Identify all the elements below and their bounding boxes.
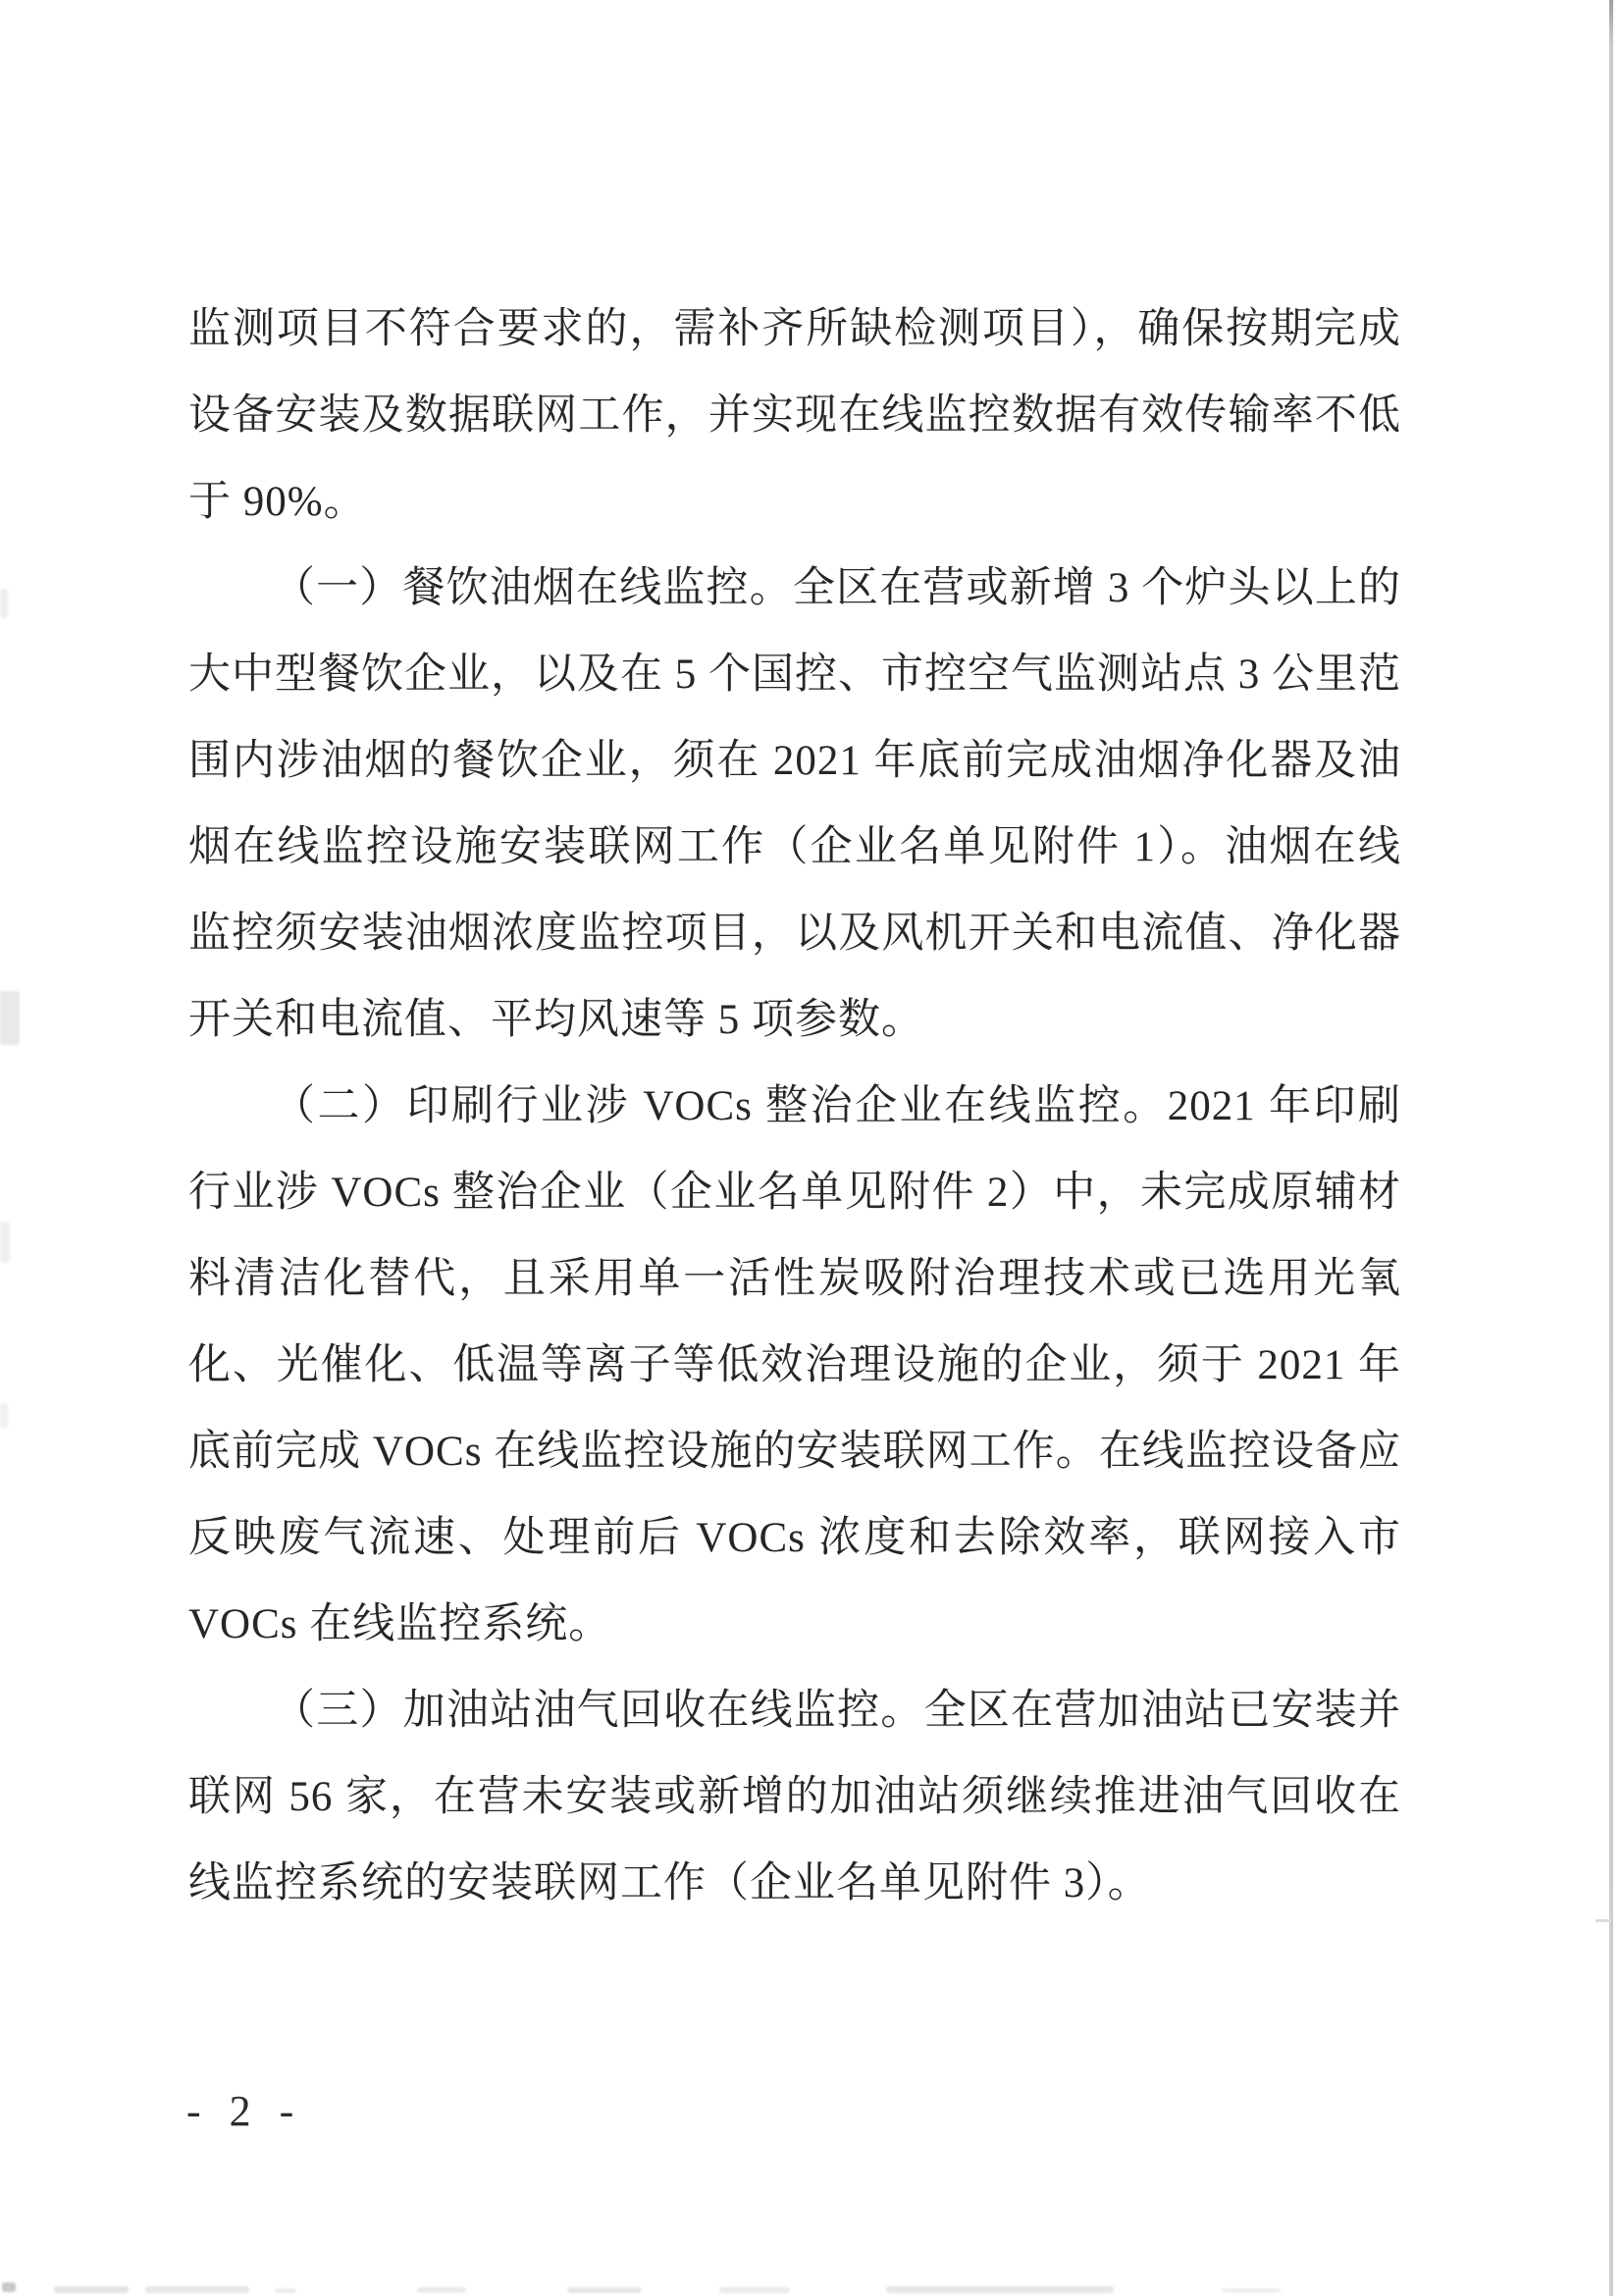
text-line: 围内涉油烟的餐饮企业，须在 2021 年底前完成油烟净化器及油 <box>188 738 1401 784</box>
paragraph <box>188 287 1401 546</box>
scan-smudge <box>719 2287 790 2293</box>
paragraph <box>188 1064 1401 1668</box>
scan-smudge <box>417 2287 466 2293</box>
text-line: 线监控系统的安装联网工作（企业名单见附件 3）。 <box>188 1860 1151 1906</box>
scan-smudge <box>0 1403 8 1429</box>
paragraph <box>188 546 1401 1064</box>
text-line: 烟在线监控设施安装联网工作（企业名单见附件 1）。油烟在线 <box>188 824 1401 870</box>
paragraph <box>188 1668 1401 1927</box>
text-line: 底前完成 VOCs 在线监控设施的安装联网工作。在线监控设备应 <box>188 1429 1401 1475</box>
scan-smudge <box>0 1222 10 1263</box>
scan-smudge <box>567 2287 642 2293</box>
scan-smudge <box>886 2286 1114 2293</box>
text-line: （二）印刷行业涉 VOCs 整治企业在线监控。2021 年印刷 <box>273 1083 1401 1129</box>
scan-smudge <box>145 2286 249 2293</box>
text-line: 大中型餐饮企业，以及在 5 个国控、市控空气监测站点 3 公里范 <box>188 652 1401 698</box>
text-line: 联网 56 家，在营未安装或新增的加油站须继续推进油气回收在 <box>188 1774 1401 1820</box>
text-line: 反映废气流速、处理前后 VOCs 浓度和去除效率，联网接入市 <box>188 1515 1401 1561</box>
text-line: （一）餐饮油烟在线监控。全区在营或新增 3 个炉头以上的 <box>273 565 1401 611</box>
text-line: 监测项目不符合要求的，需补齐所缺检测项目），确保按期完成 <box>188 306 1401 352</box>
text-line: 于 90%。 <box>188 479 367 525</box>
scan-smudge <box>275 2288 296 2293</box>
document-body <box>188 287 1401 1927</box>
text-line: （三）加油站油气回收在线监控。全区在营加油站已安装并 <box>273 1688 1401 1734</box>
scan-smudge <box>2 2282 16 2292</box>
text-line: 设备安装及数据联网工作，并实现在线监控数据有效传输率不低 <box>188 392 1401 439</box>
text-line: 开关和电流值、平均风速等 5 项参数。 <box>188 997 924 1043</box>
scan-tick-mark <box>1596 1919 1611 1922</box>
scan-smudge <box>54 2286 129 2293</box>
text-line: 行业涉 VOCs 整治企业（企业名单见附件 2）中，未完成原辅材 <box>188 1170 1401 1216</box>
scan-smudge <box>0 589 8 618</box>
text-line: 化、光催化、低温等离子等低效治理设施的企业，须于 2021 年 <box>188 1342 1401 1388</box>
text-line: 料清洁化替代，且采用单一活性炭吸附治理技术或已选用光氧 <box>188 1256 1401 1302</box>
page-number: - 2 - <box>186 2087 303 2135</box>
scan-smudge <box>0 991 20 1045</box>
text-line: VOCs 在线监控系统。 <box>188 1601 612 1647</box>
text-line: 监控须安装油烟浓度监控项目，以及风机开关和电流值、净化器 <box>188 911 1401 957</box>
scan-smudge <box>1222 2288 1281 2293</box>
scan-edge-line <box>1609 0 1613 2296</box>
